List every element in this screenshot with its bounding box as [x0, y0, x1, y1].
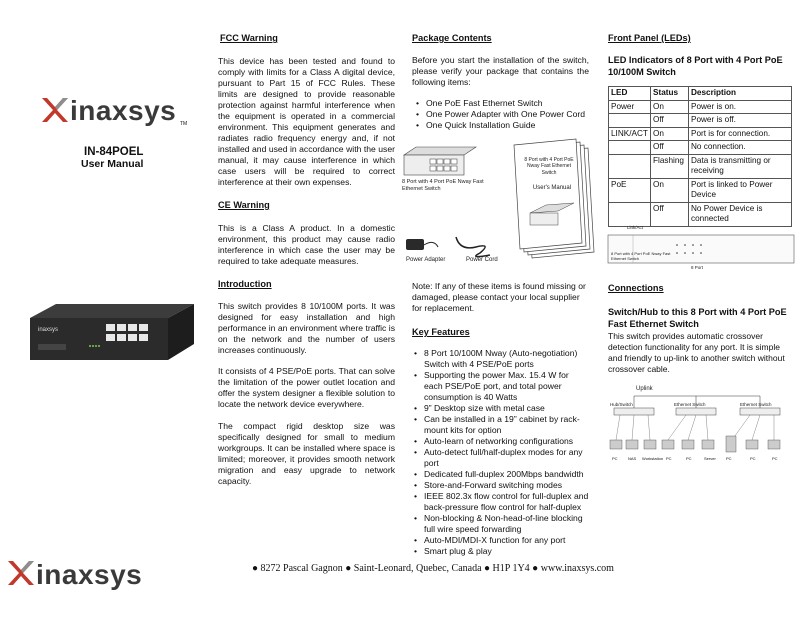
adapter-figure-label: Power Adapter [406, 257, 446, 263]
device-label: PC [750, 456, 756, 461]
table-row: Off Power is off. [609, 114, 792, 128]
list-item: • IEEE 802.3x flow control for full-duplex and back-pressure flow control for half-duplex [412, 491, 589, 513]
column-header: Description [689, 87, 792, 101]
table-row: Power On Power is on. [609, 100, 792, 114]
device-label: PC [686, 456, 692, 461]
package-heading: Package Contents [412, 33, 492, 43]
led-table [608, 86, 792, 227]
uplink-label: Uplink [636, 386, 653, 392]
table-header-row [609, 87, 792, 101]
cover-logo [40, 93, 190, 127]
list-item: • Can be installed in a 19” cabinet by rack-mount kits for option [412, 414, 589, 436]
package-intro: Before you start the installation of the switch, please verify your package that contains the following items: [412, 54, 589, 87]
table-row: Flashing Data is transmitting or receiving [609, 154, 792, 178]
list-item: • One Quick Installation Guide [414, 120, 589, 131]
switch-photo [26, 300, 196, 368]
device-label: Server [704, 456, 716, 461]
connections-diagram [608, 384, 798, 474]
intro-paragraph-3: The compact rigid desktop size was specifically designed for small to medium workgroups. It can be installed where space is limited; moreover, it provides smooth network migration and easy upgrade to network capacity. [218, 421, 395, 487]
front-panel-label-top: Link/Act [627, 225, 644, 230]
device-label: PC [666, 456, 672, 461]
logo-text: inaxsys [70, 95, 177, 126]
inaxsys-x-mark-icon [40, 96, 70, 124]
fcc-heading: FCC Warning [220, 33, 278, 43]
manual-figure-title: 8 Port with 4 Port PoE Nway Fast Ethernet Switch [524, 157, 574, 176]
front-panel-heading: Front Panel (LEDs) [608, 33, 691, 43]
switch-figure-label: 8 Port with 4 Port PoE Nway Fast Ethernet Switch [402, 179, 484, 193]
list-item: • Dedicated full-duplex 200Mbps bandwidth [412, 469, 589, 480]
front-panel-label-left: 8 Port with 4 Port PoE Nway Fast Ethernet Switch [611, 251, 671, 262]
column-header: Status [651, 87, 689, 101]
cord-figure-label: Power Cord [466, 257, 498, 263]
logo-text: inaxsys [36, 559, 143, 590]
svg-text:inaxsys: inaxsys [38, 327, 59, 333]
connections-heading: Connections [608, 283, 664, 293]
package-list [414, 98, 589, 131]
intro-paragraph-2: It consists of 4 PSE/PoE ports. That can solve the limitation of the power outlet location and offer the system designer a flexible solution to locate the network device everywhere. [218, 366, 395, 410]
device-label: PC [612, 456, 618, 461]
table-row: Off No connection. [609, 141, 792, 155]
list-item: • Auto-learn of networking configurations [412, 436, 589, 447]
intro-heading: Introduction [218, 278, 272, 289]
table-row: LINK/ACT On Port is for connection. [609, 127, 792, 141]
list-item: • Non-blocking & Non-head-of-line blocking full wire speed forwarding [412, 513, 589, 535]
ce-heading: CE Warning [218, 199, 270, 210]
connections-subheading: Switch/Hub to this 8 Port with 4 Port PoE Fast Ethernet Switch [608, 306, 787, 329]
manual-figure-label: User's Manual [532, 185, 572, 191]
model-title: IN-84POEL [84, 146, 144, 158]
device-label: Workstation [642, 456, 664, 461]
inaxsys-x-mark-icon [6, 559, 36, 587]
connections-body: This switch provides automatic crossover detection functionality for any port. It is simple and friendly to up-link to another switch without crossover cable. [608, 331, 785, 374]
manual-subtitle: User Manual [81, 158, 144, 170]
list-item: • Auto-MDI/MDI-X function for any port [412, 535, 589, 546]
column-header: LED [609, 87, 651, 101]
features-heading: Key Features [412, 327, 470, 337]
list-item: • One Power Adapter with One Power Cord [414, 109, 589, 120]
list-item: • 9” Desktop size with metal case [412, 403, 589, 414]
intro-paragraph-1: This switch provides 8 10/100M ports. It was designed for easy installation and high performance in an environment where traffic is on the network and the number of users increases continuously. [218, 301, 395, 356]
table-row: PoE On Port is linked to Power Device [609, 178, 792, 202]
fcc-body: This device has been tested and found to comply with limits for a Class A digital device, pursuant to Part 15 of FCC Rules. These limits are designed to provide reasonable protection against harmful interference when the equipment is operated in a commercial environment. This equipment generates and radiates radio frequency energy and, if not installed and used in accordance with the user manual, it may cause interference in which case users will be required to correct interference at their own expenses. [218, 55, 395, 187]
device-label: NAS [628, 456, 637, 461]
list-item: • Store-and-Forward switching modes [412, 480, 589, 491]
package-illustration [400, 135, 600, 271]
front-panel-figure [607, 225, 797, 273]
led-subheading: LED Indicators of 8 Port with 4 Port PoE 10/100M Switch [608, 54, 783, 77]
diagram-label: Hub/Switch [610, 402, 633, 407]
device-label: PC [772, 456, 778, 461]
footer-logo [6, 555, 156, 591]
diagram-label: Ethernet Switch [674, 402, 706, 407]
ce-body: This is a Class A product. In a domestic environment, this product may cause radio interference in which case the user may be required to take adequate measures. [218, 222, 395, 266]
package-note: Note: If any of these items is found missing or damaged, please contact your local supplier for replacement. [412, 281, 586, 313]
features-list [412, 348, 589, 557]
diagram-label: Ethernet Switch [740, 402, 772, 407]
list-item: • Smart plug & play [412, 546, 589, 557]
device-label: PC [726, 456, 732, 461]
list-item: • One PoE Fast Ethernet Switch [414, 98, 589, 109]
logo-trademark: TM [180, 121, 188, 127]
footer-address: ● 8272 Pascal Gagnon ● Saint-Leonard, Quebec, Canada ● H1P 1Y4 ● www.inaxsys.com [252, 563, 614, 574]
front-panel-label-bottom: 8 Port [691, 265, 704, 270]
list-item: • 8 Port 10/100M Nway (Auto-negotiation) Switch with 4 PSE/PoE ports [412, 348, 589, 370]
list-item: • Supporting the power Max. 15.4 W for each PSE/PoE port, and total power consumption is 40 Watts [412, 370, 589, 403]
table-row: Off No Power Device is connected [609, 202, 792, 226]
list-item: • Auto-detect full/half-duplex modes for any port [412, 447, 589, 469]
